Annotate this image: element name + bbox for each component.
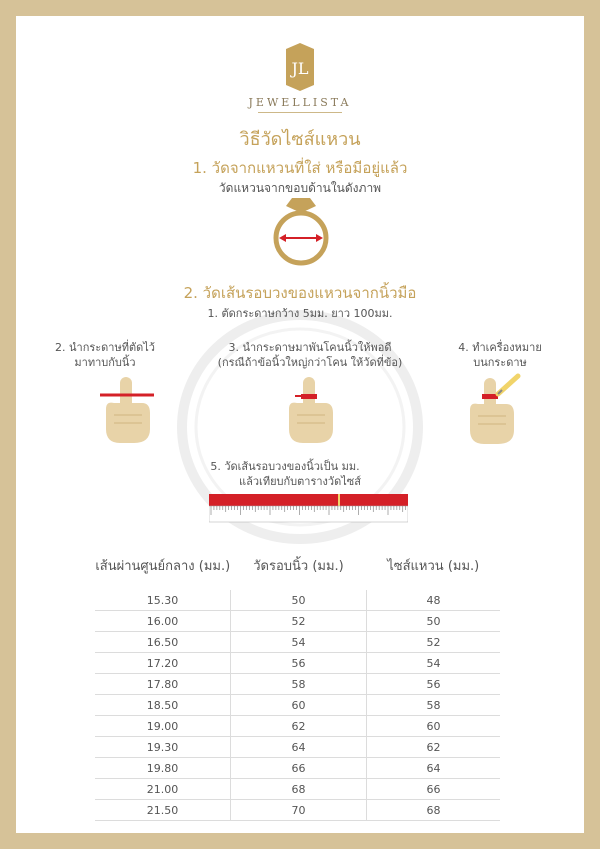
diameter-cell: 18.50 xyxy=(95,695,231,716)
jewellista-logo xyxy=(286,43,314,91)
step4-line2: บนกระดาษ xyxy=(473,356,527,369)
method2-heading: 2. วัดเส้นรอบวงของแหวนจากนิ้วมือ xyxy=(183,284,417,302)
header-ring-size: ไซส์แหวน (มม.) xyxy=(387,559,480,574)
hand-wrap-icon xyxy=(281,375,339,447)
table-row xyxy=(95,737,500,758)
step4-text xyxy=(440,340,560,370)
step3-line2: (กรณีถ้าข้อนิ้วใหญ่กว่าโคน ให้วัดที่ข้อ) xyxy=(217,356,403,369)
ring-size-table xyxy=(95,555,500,821)
table-row xyxy=(95,632,500,653)
diameter-cell: 19.80 xyxy=(95,758,231,779)
ring-size-cell: 48 xyxy=(367,590,501,611)
table-row xyxy=(95,800,500,821)
ring-size-cell: 52 xyxy=(367,632,501,653)
diameter-cell: 17.80 xyxy=(95,674,231,695)
circumference-cell: 54 xyxy=(231,632,367,653)
ring-size-cell: 58 xyxy=(367,695,501,716)
svg-text:JL: JL xyxy=(291,59,309,78)
ring-measure-icon xyxy=(272,196,330,268)
table-row xyxy=(95,674,500,695)
ring-size-cell: 66 xyxy=(367,779,501,800)
circumference-cell: 68 xyxy=(231,779,367,800)
ring-size-cell: 62 xyxy=(367,737,501,758)
ring-size-cell: 60 xyxy=(367,716,501,737)
step5-line2: แล้วเทียบกับตารางวัดไซส์ xyxy=(239,475,361,488)
circumference-cell: 60 xyxy=(231,695,367,716)
diameter-cell: 19.00 xyxy=(95,716,231,737)
step3-text xyxy=(210,340,410,370)
diameter-cell: 16.00 xyxy=(95,611,231,632)
diameter-cell: 17.20 xyxy=(95,653,231,674)
method1-subheading: วัดแหวนจากขอบด้านในดังภาพ xyxy=(218,181,382,195)
header-circumference: วัดรอบนิ้ว (มม.) xyxy=(253,559,344,574)
ring-size-cell: 56 xyxy=(367,674,501,695)
table-row xyxy=(95,758,500,779)
step2-line1: 2. นำกระดาษที่ตัดไว้ xyxy=(55,341,155,354)
page-title: วิธีวัดไซส์แหวน xyxy=(239,129,361,150)
circumference-cell: 50 xyxy=(231,590,367,611)
ruler-graphic xyxy=(209,494,408,524)
circumference-cell: 58 xyxy=(231,674,367,695)
ring-size-cell: 50 xyxy=(367,611,501,632)
table-row xyxy=(95,779,500,800)
hand-mark-icon xyxy=(462,368,526,448)
step1-text: 1. ตัดกระดาษกว้าง 5มม. ยาว 100มม. xyxy=(207,307,393,320)
step5-line1: 5. วัดเส้นรอบวงของนิ้วเป็น มม. xyxy=(210,460,360,473)
diameter-cell: 19.30 xyxy=(95,737,231,758)
step2-text xyxy=(40,340,170,370)
table-row xyxy=(95,611,500,632)
circumference-cell: 70 xyxy=(231,800,367,821)
table-header-row xyxy=(95,555,500,590)
table-row xyxy=(95,716,500,737)
ring-size-cell: 54 xyxy=(367,653,501,674)
diameter-cell: 16.50 xyxy=(95,632,231,653)
step5-text xyxy=(160,459,410,489)
ring-size-cell: 68 xyxy=(367,800,501,821)
brand-name: JEWELLISTA xyxy=(248,96,352,109)
step2-line2: มาทาบกับนิ้ว xyxy=(74,356,136,369)
circumference-cell: 66 xyxy=(231,758,367,779)
hand-paper-icon xyxy=(98,375,156,447)
circumference-cell: 52 xyxy=(231,611,367,632)
step4-line1: 4. ทำเครื่องหมาย xyxy=(458,341,542,354)
table-row xyxy=(95,653,500,674)
table-row xyxy=(95,695,500,716)
circumference-cell: 56 xyxy=(231,653,367,674)
diameter-cell: 15.30 xyxy=(95,590,231,611)
ring-size-cell: 64 xyxy=(367,758,501,779)
table-row xyxy=(95,590,500,611)
brand-divider xyxy=(258,112,342,113)
circumference-cell: 62 xyxy=(231,716,367,737)
circumference-cell: 64 xyxy=(231,737,367,758)
method1-heading: 1. วัดจากแหวนที่ใส่ หรือมีอยู่แล้ว xyxy=(192,159,408,177)
header-diameter: เส้นผ่านศูนย์กลาง (มม.) xyxy=(95,559,231,574)
diameter-cell: 21.50 xyxy=(95,800,231,821)
diameter-cell: 21.00 xyxy=(95,779,231,800)
step3-line1: 3. นำกระดาษมาพันโคนนิ้วให้พอดี xyxy=(228,341,392,354)
